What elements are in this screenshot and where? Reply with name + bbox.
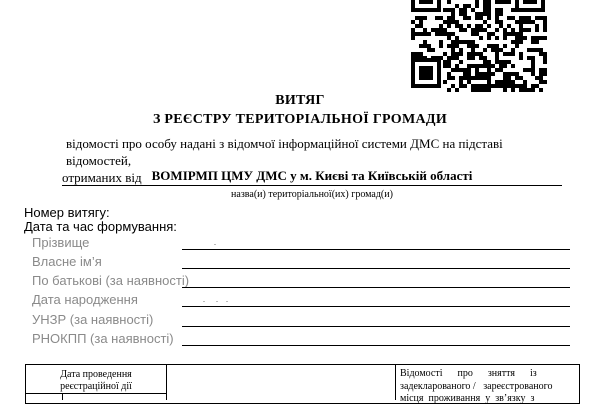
table-divider-1	[166, 364, 167, 400]
authority-underline	[62, 185, 562, 186]
faint-mark	[203, 301, 205, 302]
table-subdivider	[62, 393, 63, 400]
field-line-unzr	[182, 326, 570, 327]
table-header-date	[28, 369, 164, 393]
field-line-surname	[182, 249, 570, 250]
faint-mark	[226, 301, 228, 302]
extract-number-label: Номер витягу:	[24, 205, 110, 220]
field-label-rnokpp: РНОКПП (за наявності)	[32, 331, 174, 346]
table-header-dereg-line3: місця проживання у зв’язку з	[400, 393, 535, 404]
field-line-given-name	[182, 268, 570, 269]
field-label-surname: Прізвище	[32, 235, 90, 250]
document-title: ВИТЯГ	[275, 93, 325, 108]
table-header-dereg-line2: задекларованого / зареєстрованого	[400, 380, 553, 392]
field-line-rnokpp	[182, 345, 570, 346]
field-line-patronymic	[182, 287, 570, 288]
field-label-birth-date: Дата народження	[32, 292, 138, 307]
faint-mark	[216, 301, 218, 302]
table-header-date-line1: Дата проведення	[60, 369, 132, 380]
field-label-patronymic: По батькові (за наявності)	[32, 273, 190, 288]
qr-code	[408, 0, 548, 92]
intro-line-2: отриманих від	[62, 170, 142, 185]
table-header-rule	[25, 393, 166, 394]
document-subtitle: З РЕЄСТРУ ТЕРИТОРІАЛЬНОЇ ГРОМАДИ	[152, 112, 448, 127]
table-divider-2	[395, 364, 396, 400]
intro-line-1: відомості про особу надані з відомчої інформаційної системи ДМС на підставі відомостей,	[66, 136, 503, 168]
table-header-dereg-line1: Відомості про зняття із	[400, 368, 537, 379]
field-line-birth-date	[182, 306, 570, 307]
faint-mark	[214, 244, 216, 245]
field-label-given-name: Власне ім’я	[32, 254, 102, 269]
authority-name: ВОМІРМП ЦМУ ДМС у м. Києві та Київській області	[151, 168, 473, 183]
table-header-date-line2: реєстраційної дії	[60, 381, 132, 392]
authority-caption: назва(и) територіальної(их) громад(и)	[231, 189, 393, 200]
datetime-label: Дата та час формування:	[24, 219, 177, 234]
field-label-unzr: УНЗР (за наявності)	[32, 312, 154, 327]
